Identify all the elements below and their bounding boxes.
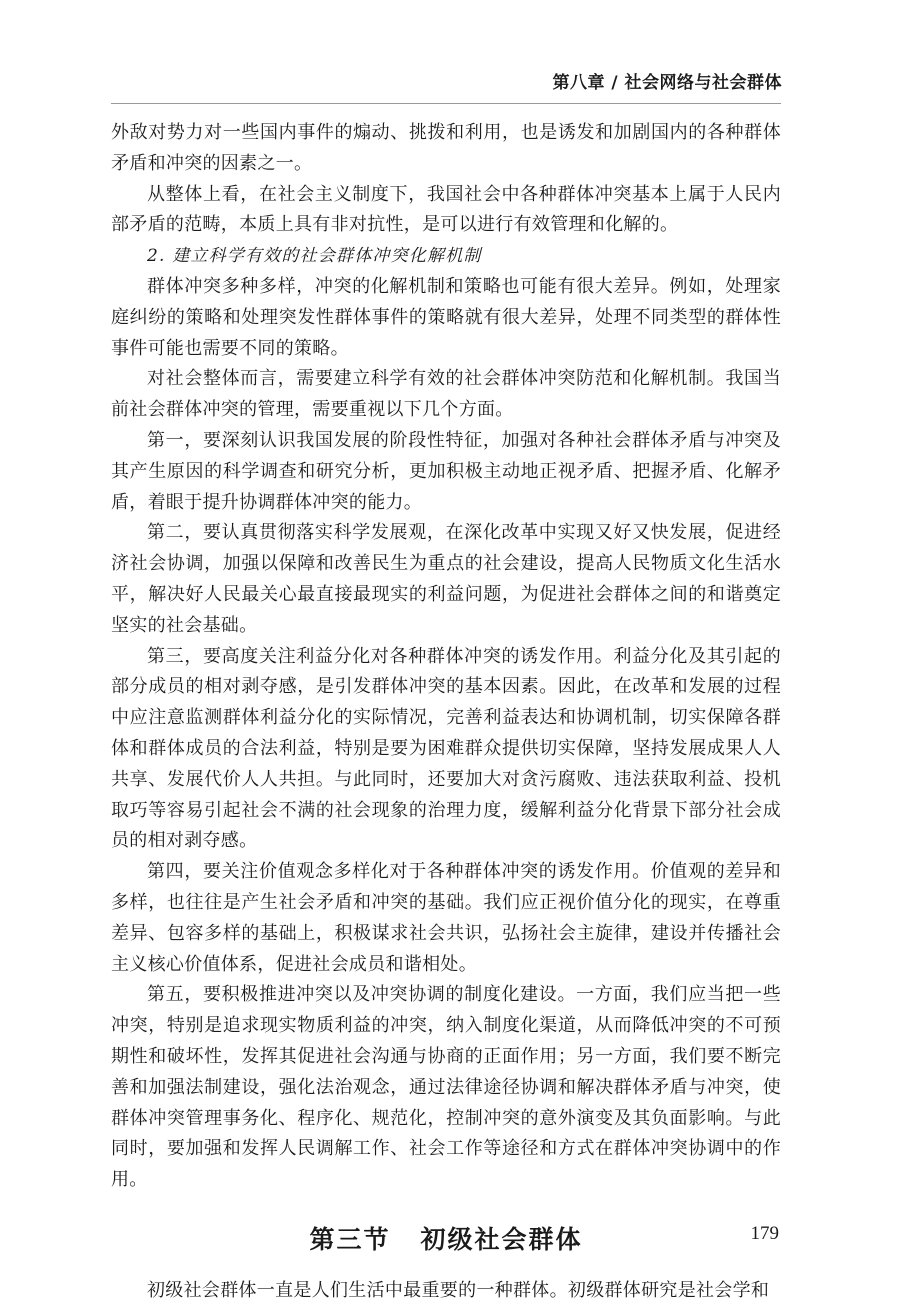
page-number: 179 [750, 1223, 779, 1244]
paragraph-society-whole: 对社会整体而言，需要建立科学有效的社会群体冲突防范和化解机制。我国当前社会群体冲突的管理，需要重视以下几个方面。 [111, 368, 781, 421]
paragraph-fourth: 第四，要关注价值观念多样化对于各种群体冲突的诱发作用。价值观的差异和多样，也往往是产生社会矛盾和冲突的基础。我们应正视价值分化的现实，在尊重差异、包容多样的基础上，积极谋求社会共识，弘扬社会主旋律，建设并传播社会主义核心价值体系，促进社会成员和谐相处。 [111, 861, 781, 975]
section-number: 第三节 [309, 1224, 391, 1254]
running-header: 第八章 / 社会网络与社会群体 [552, 73, 782, 93]
header-rule [111, 103, 781, 104]
paragraph-section-intro: 初级社会群体一直是人们生活中最重要的一种群体。初级群体研究是社会学和 [147, 1279, 770, 1301]
section-heading [111, 1220, 781, 1260]
paragraph-fifth: 第五，要积极推进冲突以及冲突协调的制度化建设。一方面，我们应当把一些冲突，特别是追求现实物质利益的冲突，纳入制度化渠道，从而降低冲突的不可预期性和破坏性，发挥其促进社会沟通与协商的正面作用；另一方面，我们要不断完善和加强法制建设，强化法治观念，通过法律途径协调和解决群体矛盾与冲突，使群体冲突管理事务化、程序化、规范化，控制冲突的意外演变及其负面影响。与此同时，要加强和发挥人民调解工作、社会工作等途径和方式在群体冲突协调中的作用。 [111, 984, 781, 1191]
paragraph-third: 第三，要高度关注利益分化对各种群体冲突的诱发作用。利益分化及其引起的部分成员的相对剥夺感，是引发群体冲突的基本因素。因此，在改革和发展的过程中应注意监测群体利益分化的实际情况，完善利益表达和协调机制，切实保障各群体和群体成员的合法利益，特别是要为困难群众提供切实保障，坚持发展成果人人共享、发展代价人人共担。与此同时，还要加大对贪污腐败、违法获取利益、投机取巧等容易引起社会不满的社会现象的治理力度，缓解利益分化背景下部分社会成员的相对剥夺感。 [111, 645, 781, 852]
subheading-mechanism: 2. 建立科学有效的社会群体冲突化解机制 [147, 246, 482, 267]
paragraph-second: 第二，要认真贯彻落实科学发展观，在深化改革中实现又好又快发展，促进经济社会协调，加强以保障和改善民生为重点的社会建设，提高人民物质文化生活水平，解决好人民最关心最直接最现实的利益问题，为促进社会群体之间的和谐奠定坚实的社会基础。 [111, 522, 781, 636]
paragraph-first: 第一，要深刻认识我国发展的阶段性特征，加强对各种社会群体矛盾与冲突及其产生原因的科学调查和研究分析，更加积极主动地正视矛盾、把握矛盾、化解矛盾，着眼于提升协调群体冲突的能力。 [111, 429, 781, 513]
paragraph-overall-view: 从整体上看，在社会主义制度下，我国社会中各种群体冲突基本上属于人民内部矛盾的范畴，本质上具有非对抗性，是可以进行有效管理和化解的。 [111, 183, 781, 236]
section-title: 初级社会群体 [420, 1224, 583, 1254]
paragraph-diversity: 群体冲突多种多样，冲突的化解机制和策略也可能有很大差异。例如，处理家庭纠纷的策略和处理突发性群体事件的策略就有很大差异，处理不同类型的群体性事件可能也需要不同的策略。 [111, 275, 781, 359]
paragraph-continued: 外敌对势力对一些国内事件的煽动、挑拨和利用，也是诱发和加剧国内的各种群体矛盾和冲突的因素之一。 [111, 122, 781, 174]
page-body [111, 118, 781, 1307]
